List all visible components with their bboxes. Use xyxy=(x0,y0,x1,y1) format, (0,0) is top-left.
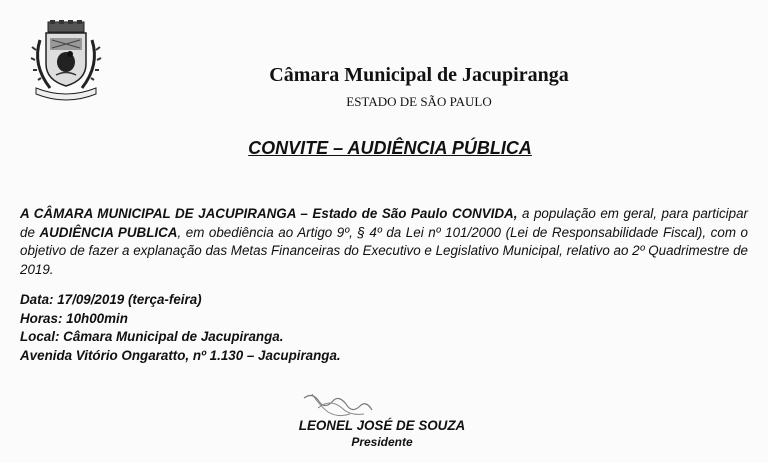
event-address: Avenida Vitório Ongaratto, nº 1.130 – Jacupiranga. xyxy=(20,347,341,363)
intro-text-1: a população em geral, para participar de xyxy=(20,206,748,240)
event-details xyxy=(20,291,341,365)
institution-name: Câmara Municipal de Jacupiranga xyxy=(269,64,569,86)
invitation-paragraph xyxy=(20,205,748,279)
signatory-role: Presidente xyxy=(351,435,413,449)
intro-text-2: , em obediência ao Artigo 9º, § 4º da Lei nº 101/2000 (Lei de Responsabilidade Fiscal), com o objetivo de fazer a explanação das Metas Financeiras do Executivo e Legislativo Municipal, relativo ao 2º Quadrimestre de 2019. xyxy=(20,224,748,277)
handwritten-signature xyxy=(298,388,376,422)
event-hours: Horas: 10h00min xyxy=(20,310,128,326)
event-date: Data: 17/09/2019 (terça-feira) xyxy=(20,292,202,307)
document-title: CONVITE – AUDIÊNCIA PÚBLICA xyxy=(248,138,532,158)
state-name: ESTADO DE SÃO PAULO xyxy=(346,94,492,109)
signatory-name: LEONEL JOSÉ DE SOUZA xyxy=(298,418,466,433)
event-location: Local: Câmara Municipal de Jacupiranga. xyxy=(20,329,284,344)
coat-of-arms-icon xyxy=(30,20,102,102)
intro-bold-lead: A CÂMARA MUNICIPAL DE JACUPIRANGA – Estado de São Paulo CONVIDA, xyxy=(20,206,518,221)
event-name: AUDIÊNCIA PUBLICA xyxy=(39,224,178,240)
